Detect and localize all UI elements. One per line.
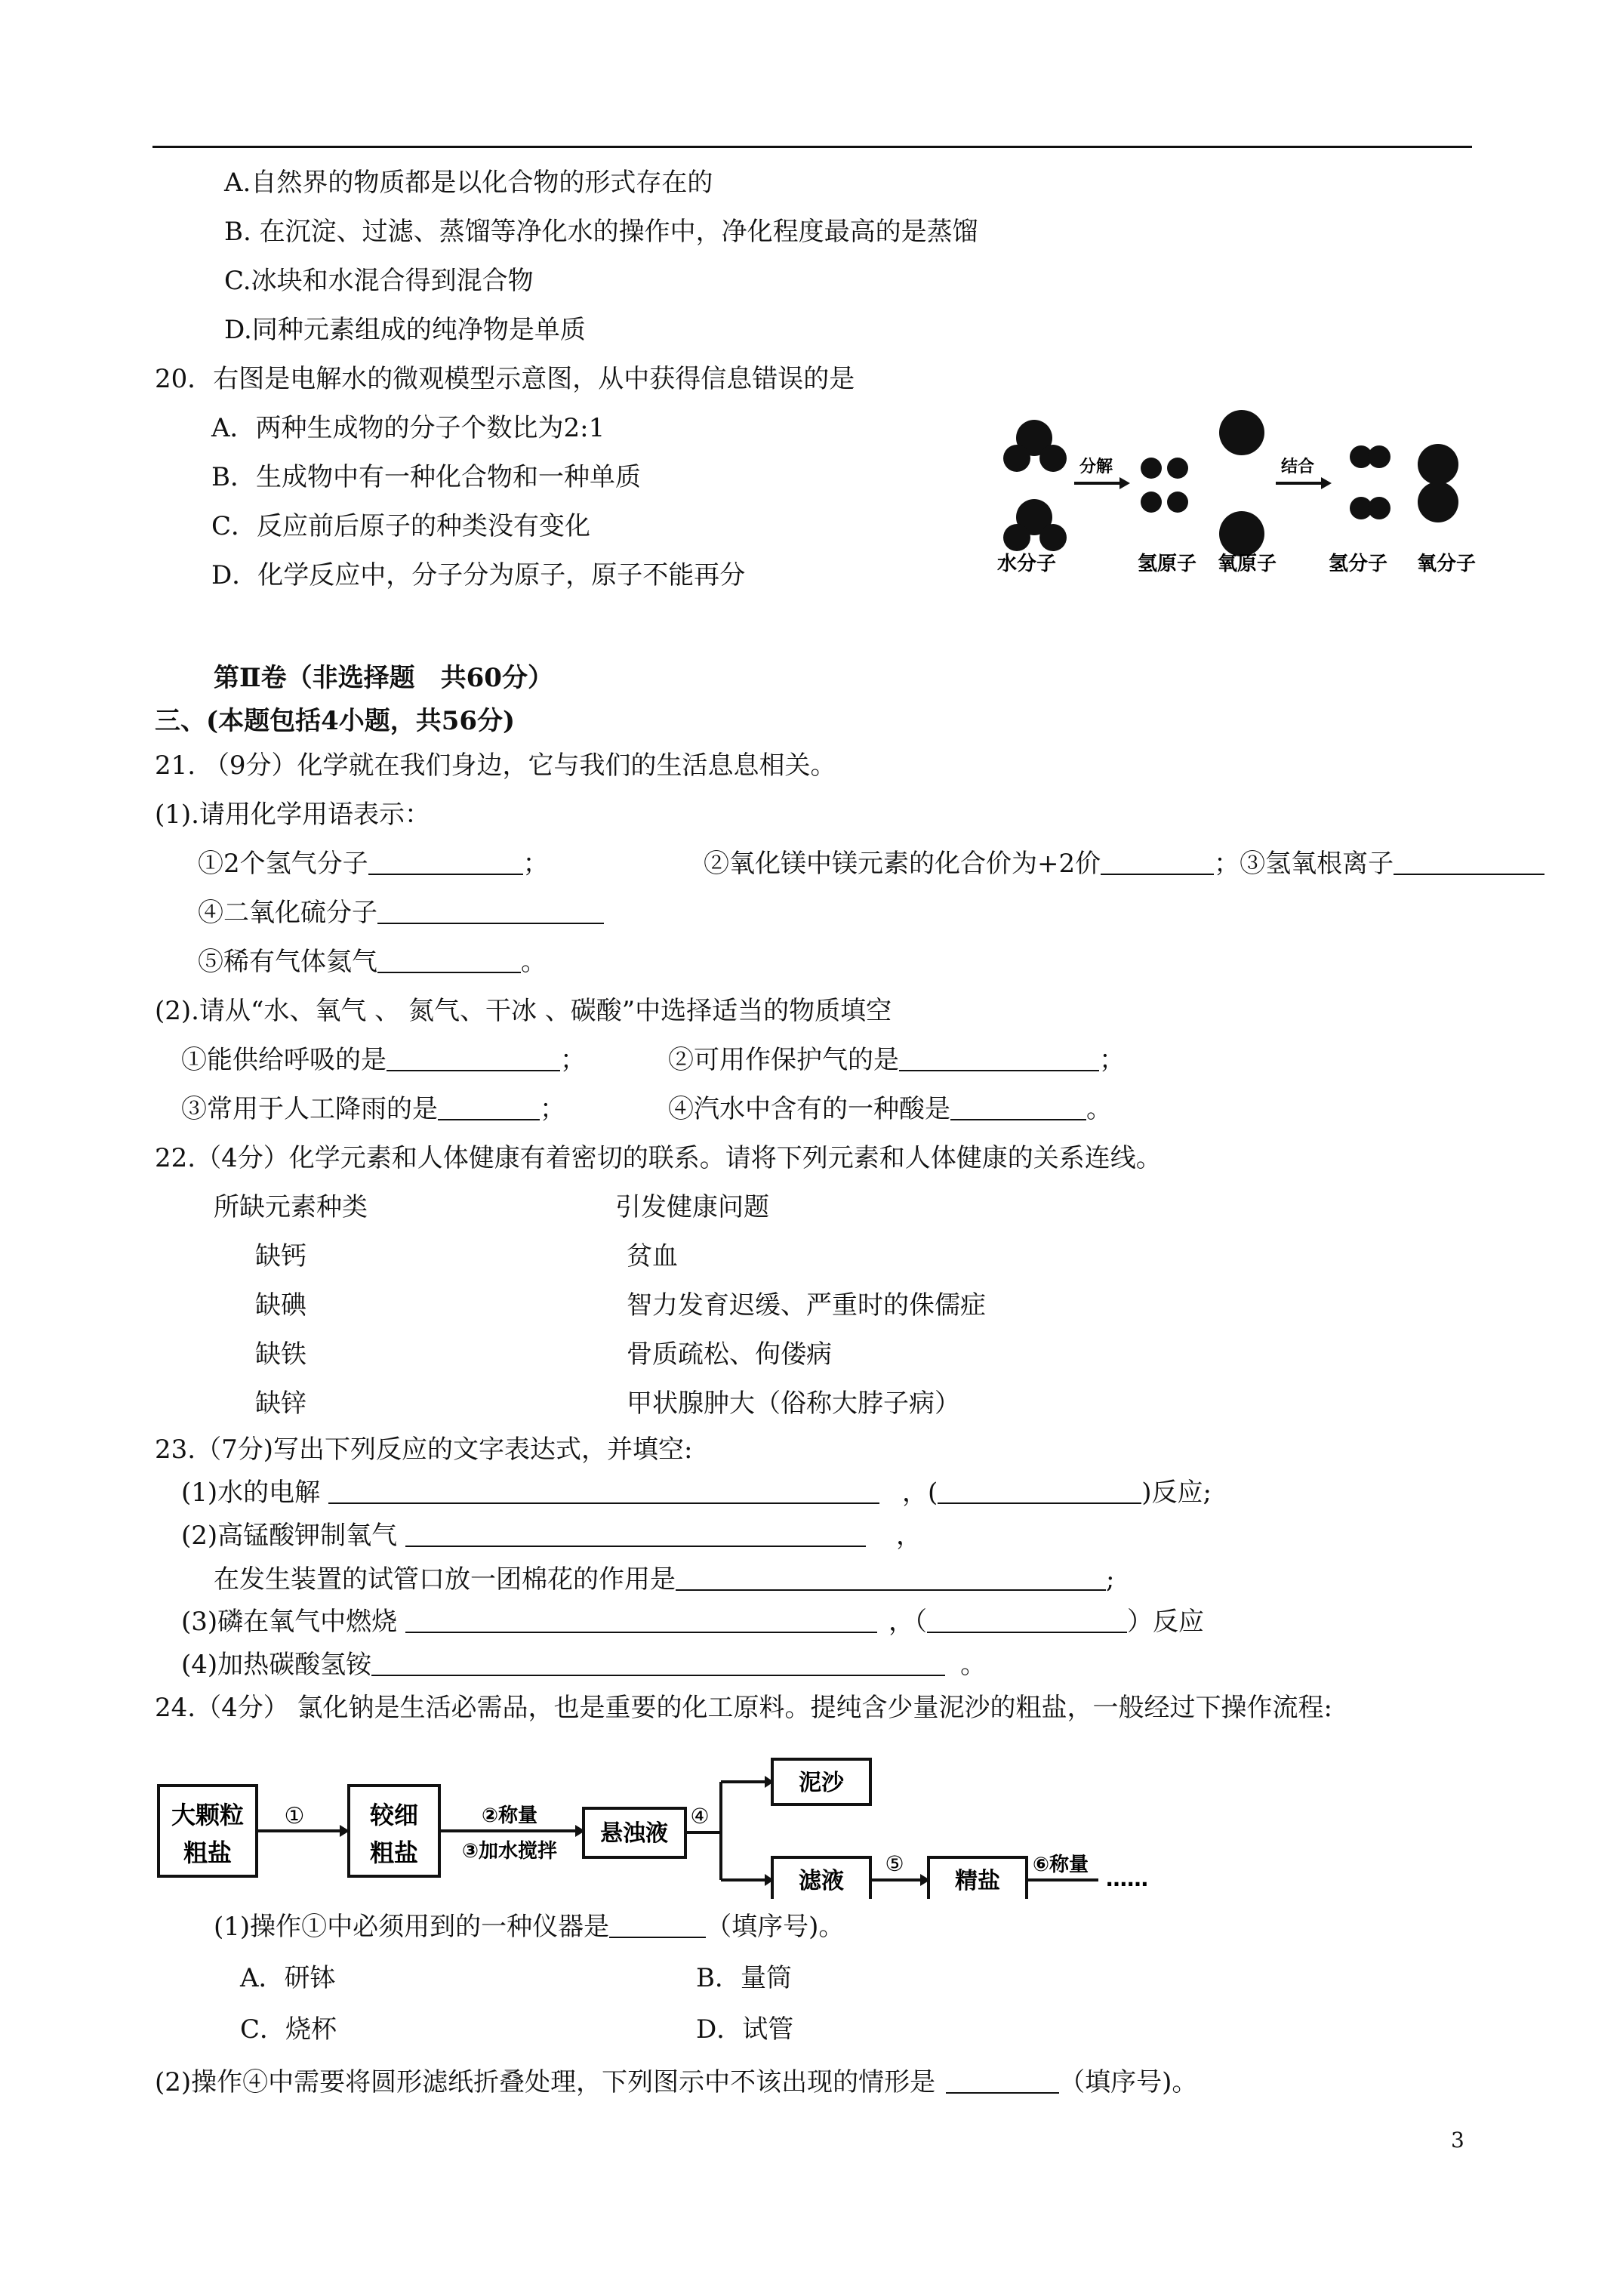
header-rule [152, 146, 1472, 148]
answer-blank[interactable] [371, 1652, 945, 1676]
q21-part1: (1).请用化学用语表示： [155, 800, 430, 830]
q23-line3-label: (3)磷在氧气中燃烧 [181, 1607, 398, 1637]
label-hydrogen-molecule: 氢分子 [1329, 553, 1388, 575]
q19-option-d: D.同种元素组成的纯净物是单质 [224, 315, 586, 345]
punct: 。 [1086, 1094, 1112, 1124]
q24-option-d[interactable]: D．试管 [696, 2014, 794, 2045]
label-water-molecule: 水分子 [997, 553, 1057, 575]
punct: ； [560, 1045, 586, 1075]
q21-item5-label: ⑤稀有气体氦气 [198, 947, 377, 977]
q22-problem-item[interactable]: 骨质疏松、佝偻病 [627, 1339, 832, 1370]
answer-blank[interactable] [405, 1609, 877, 1633]
oxygen-atoms [1219, 410, 1264, 556]
q20-stem: 20．右图是电解水的微观模型示意图，从中获得信息错误的是 [155, 364, 855, 394]
punct: ，( [901, 1478, 938, 1508]
section3-title: 三、(本题包括4小题，共56分) [155, 706, 516, 736]
reaction-type-blank[interactable] [938, 1480, 1141, 1504]
q24-stem: 24.（4分） 氯化钠是生活必需品，也是重要的化工原料。提纯含少量泥沙的粗盐，一般经过下操作流程: [155, 1693, 1332, 1723]
q22-stem: 22.（4分）化学元素和人体健康有着密切的联系。请将下列元素和人体健康的关系连线。 [155, 1143, 1162, 1173]
q23-line1-label: (1)水的电解 [181, 1478, 321, 1508]
answer-blank[interactable] [377, 900, 604, 924]
q21-part2: (2).请从“水、氧气 、 氮气、干冰 、碳酸”中选择适当的物质填空 [155, 996, 892, 1026]
answer-blank[interactable] [438, 1096, 540, 1120]
answer-blank[interactable] [328, 1480, 879, 1504]
q23-line3-suffix: ）反应 [1126, 1607, 1204, 1637]
electrolysis-diagram [993, 389, 1514, 585]
q22-problem-item[interactable]: 智力发育迟缓、严重时的侏儒症 [627, 1290, 986, 1321]
page-number: 3 [1451, 2128, 1464, 2153]
flow-ellipsis: …… [1106, 1866, 1148, 1891]
q21-item1 [198, 849, 549, 879]
q22-element-item[interactable]: 缺锌 [255, 1388, 306, 1419]
flow-box3: 悬浊液 [600, 1820, 668, 1847]
arrow-label-combine: 结合 [1281, 458, 1315, 476]
q21-fill2 [668, 1045, 1125, 1075]
hydrogen-molecules [1350, 445, 1390, 519]
punct: 。 [960, 1650, 987, 1680]
q21-item5 [198, 947, 547, 977]
q21-item4-label: ④二氧化硫分子 [198, 898, 377, 928]
q24-part2 [155, 2067, 1197, 2097]
part2-title: 第Ⅱ卷（非选择题 共60分） [214, 663, 553, 693]
answer-blank[interactable] [368, 851, 523, 875]
flow-step4: ④ [690, 1804, 710, 1829]
q21-stem: 21. （9分）化学就在我们身边，它与我们的生活息息相关。 [155, 750, 836, 781]
q19-option-a: A.自然界的物质都是以化合物的形式存在的 [224, 168, 713, 198]
q24-option-a[interactable]: A．研钵 [240, 1963, 336, 1993]
label-oxygen-molecule: 氧分子 [1417, 553, 1477, 575]
punct: ； [522, 849, 549, 879]
oxygen-molecule [1418, 444, 1458, 522]
punct: ， [895, 1521, 922, 1551]
q20-option-c: C．反应前后原子的种类没有变化 [211, 511, 591, 541]
q19-option-c: C.冰块和水混合得到混合物 [224, 266, 534, 296]
q23-line4-label: (4)加热碳酸氢铵 [181, 1650, 372, 1680]
q24-part2-label: (2)操作④中需要将圆形滤纸折叠处理，下列图示中不该出现的情形是 [155, 2067, 936, 2097]
q21-item3-label: ；③氢氧根离子 [1214, 849, 1394, 879]
q21-fill3-label: ③常用于人工降雨的是 [181, 1094, 438, 1124]
flow-box6: 精盐 [955, 1868, 1000, 1894]
q21-fill2-label: ②可用作保护气的是 [668, 1045, 899, 1075]
punct: ； [1099, 1045, 1125, 1075]
q23-line2 [181, 1521, 922, 1551]
q23-line4 [181, 1650, 986, 1680]
flow-step5: ⑤ [885, 1851, 904, 1876]
q20-option-b: B．生成物中有一种化合物和一种单质 [211, 462, 641, 492]
q23-line2-label: (2)高锰酸钾制氧气 [181, 1521, 398, 1551]
q24-part2-suffix: （填序号)。 [1059, 2067, 1198, 2097]
answer-blank[interactable] [377, 949, 521, 973]
answer-blank[interactable] [405, 1523, 866, 1547]
q23-line2b [214, 1564, 1114, 1595]
q21-item1-label: ①2个氢气分子 [198, 849, 368, 879]
salt-purification-flowchart [155, 1748, 1227, 1899]
q24-part1-label: (1)操作①中必须用到的一种仪器是 [214, 1912, 610, 1942]
flow-box2-line2: 粗盐 [369, 1838, 419, 1867]
label-oxygen-atom: 氧原子 [1218, 553, 1277, 575]
q24-part1-suffix: （填序号)。 [706, 1912, 845, 1942]
q21-fill4-label: ④汽水中含有的一种酸是 [668, 1094, 950, 1124]
answer-blank[interactable] [387, 1047, 560, 1071]
q20-option-a: A．两种生成物的分子个数比为2:1 [211, 413, 605, 443]
flow-step6: ⑥称量 [1032, 1854, 1089, 1876]
q22-element-item[interactable]: 缺钙 [255, 1241, 306, 1271]
q24-option-c[interactable]: C．烧杯 [240, 2014, 337, 2045]
reaction-type-blank[interactable] [927, 1609, 1127, 1633]
q21-item4 [198, 898, 604, 928]
arrow-label-decompose: 分解 [1079, 458, 1113, 476]
water-molecule-top [1003, 420, 1067, 472]
q22-col-problems: 引发健康问题 [615, 1192, 769, 1222]
flow-step2: ②称量 [481, 1804, 538, 1827]
q23-stem: 23.（7分)写出下列反应的文字表达式，并填空: [155, 1435, 693, 1465]
punct: ，（ [888, 1607, 927, 1637]
q22-element-item[interactable]: 缺铁 [255, 1339, 306, 1370]
answer-blank[interactable] [1394, 851, 1544, 875]
punct: ； [540, 1094, 565, 1124]
flow-step1: ① [284, 1803, 305, 1829]
punct: 。 [521, 947, 547, 977]
q22-problem-item[interactable]: 甲状腺肿大（俗称大脖子病） [627, 1388, 960, 1419]
flow-box2-line1: 较细 [369, 1801, 419, 1829]
q21-fill4 [668, 1094, 1112, 1124]
flow-box5: 滤液 [799, 1868, 844, 1894]
answer-blank[interactable] [899, 1047, 1099, 1071]
label-hydrogen-atom: 氢原子 [1138, 553, 1197, 575]
flow-box4: 泥沙 [799, 1770, 844, 1796]
q21-fill1-label: ①能供给呼吸的是 [181, 1045, 387, 1075]
q21-fill3 [181, 1094, 565, 1124]
hydrogen-atoms [1141, 458, 1188, 513]
q23-line3 [181, 1607, 1204, 1637]
answer-blank[interactable] [950, 1096, 1086, 1120]
q19-option-b: B. 在沉淀、过滤、蒸馏等净化水的操作中，净化程度最高的是蒸馏 [224, 217, 978, 247]
q23-line1 [181, 1478, 1212, 1508]
q23-line1-suffix: )反应; [1141, 1478, 1212, 1508]
q22-element-item[interactable]: 缺碘 [255, 1290, 306, 1321]
punct: ; [1106, 1564, 1115, 1595]
q22-problem-item[interactable]: 贫血 [627, 1241, 678, 1271]
flow-box1-line1: 大颗粒 [171, 1801, 245, 1829]
q24-option-b[interactable]: B．量筒 [696, 1963, 792, 1993]
answer-blank[interactable] [1101, 851, 1214, 875]
q21-fill1 [181, 1045, 586, 1075]
q21-item2 [704, 849, 1544, 879]
answer-blank[interactable] [609, 1914, 706, 1938]
q23-line2b-label: 在发生装置的试管口放一团棉花的作用是 [214, 1564, 676, 1595]
answer-blank[interactable] [676, 1567, 1106, 1591]
answer-blank[interactable] [946, 2069, 1059, 2094]
flow-step3: ③加水搅拌 [461, 1840, 558, 1863]
water-molecule-bottom [1003, 499, 1067, 551]
q20-option-d: D．化学反应中，分子分为原子，原子不能再分 [211, 560, 746, 590]
q21-item2-label: ②氧化镁中镁元素的化合价为+2价 [704, 849, 1101, 879]
flow-box1-line2: 粗盐 [183, 1838, 233, 1867]
q22-col-elements: 所缺元素种类 [214, 1192, 368, 1222]
q24-part1 [214, 1912, 844, 1942]
